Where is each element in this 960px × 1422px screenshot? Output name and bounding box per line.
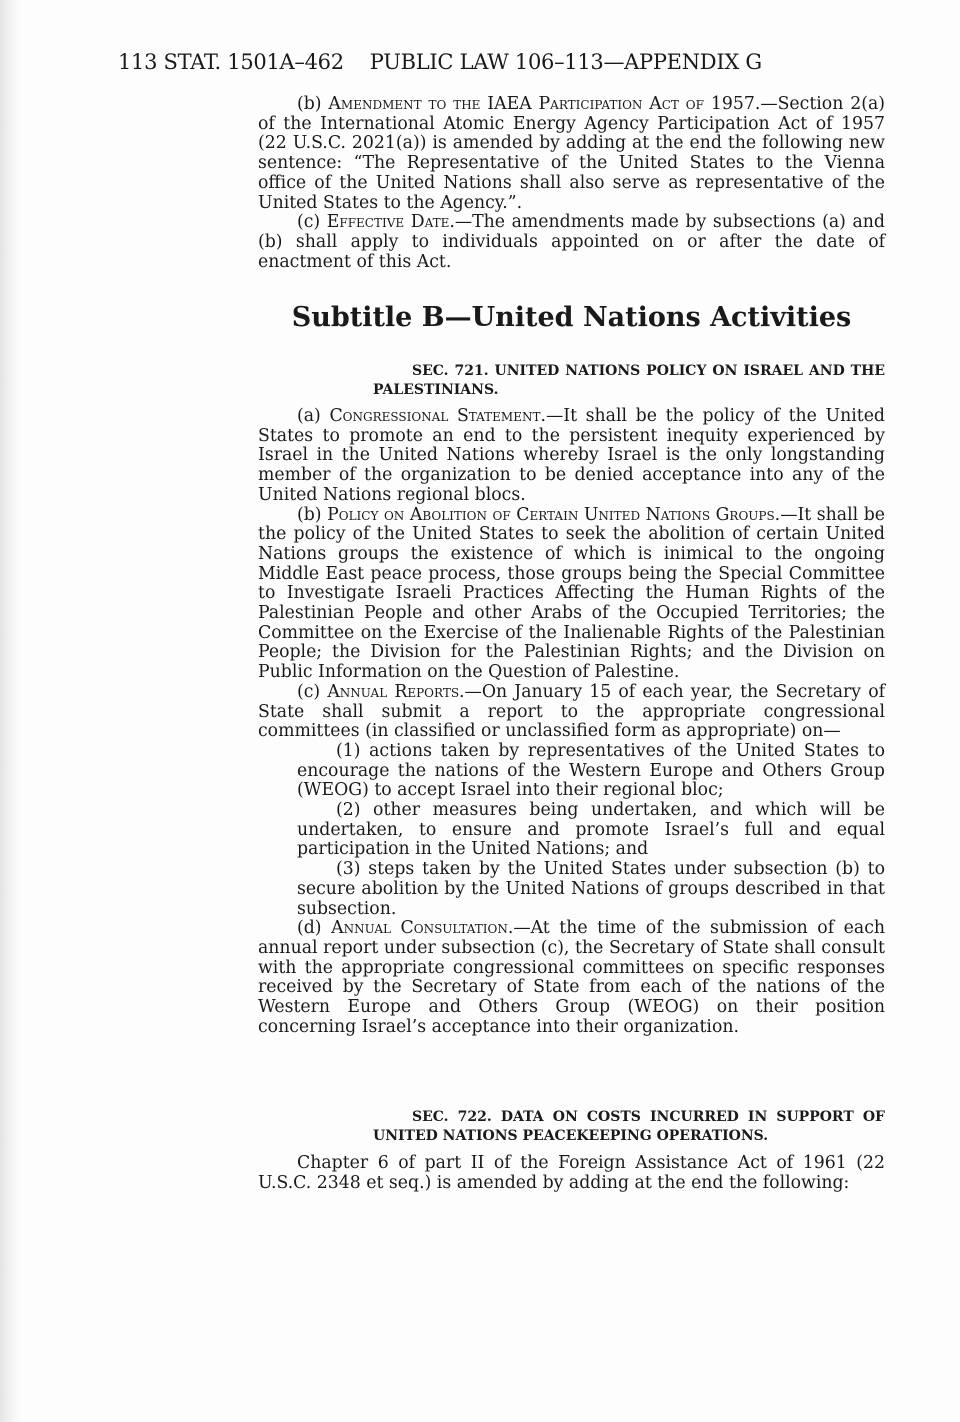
para-text: —At the time of the submission of each annual report under subsection (c), the Secretary of State shall consult with the appropriate congressional committees on specific responses received by the Secretary of State from each of the nations of the Western Europe and Others Group (WEOG) on their position concerning Israel’s acceptance into their organization. bbox=[258, 918, 885, 1037]
section-heading: SEC. 721. UNITED NATIONS POLICY ON ISRAEL AND THE PALESTINIANS. bbox=[373, 363, 885, 398]
para-label: (c) bbox=[297, 681, 328, 702]
para-heading: Policy on Abolition of Certain United Nations Groups. bbox=[327, 504, 781, 525]
header-title: PUBLIC LAW 106–113—APPENDIX G bbox=[369, 50, 762, 74]
section-722 bbox=[258, 1108, 885, 1193]
item-list bbox=[258, 742, 885, 919]
para-heading: Amendment to the IAEA Participation Act of 1957. bbox=[328, 94, 761, 114]
stat-citation: 113 STAT. 1501A–462 bbox=[118, 50, 344, 74]
section-text: Chapter 6 of part II of the Foreign Assistance Act of 1961 (22 U.S.C. 2348 et seq.) is amended by adding at the end the following: bbox=[258, 1153, 885, 1193]
section-721 bbox=[258, 362, 885, 1038]
page-header bbox=[118, 50, 788, 74]
para-label: (b) bbox=[297, 504, 328, 525]
paragraph-a bbox=[258, 407, 885, 506]
list-item: (3) steps taken by the United States under subsection (b) to secure abolition by the United Nations of groups described in that subsection. bbox=[297, 859, 885, 919]
para-label: (d) bbox=[297, 918, 332, 939]
top-section bbox=[258, 95, 885, 272]
para-heading: Congressional Statement. bbox=[329, 406, 546, 426]
paragraph-c bbox=[258, 213, 885, 272]
scan-edge bbox=[0, 0, 22, 1422]
paragraph-c bbox=[258, 683, 885, 742]
para-heading: Annual Reports. bbox=[327, 681, 465, 702]
para-text: —Section 2(a) of the International Atomic Energy Agency Participation Act of 1957 (22 U.S.C. 2021(a)) is amended by adding at the end the following new sentence: “The Representative of the United States to the Vienna office of the United Nations shall also serve as representative of the United States to the Agency.”. bbox=[258, 94, 885, 213]
paragraph-b bbox=[258, 506, 885, 683]
section-heading: SEC. 722. DATA ON COSTS INCURRED IN SUPPORT OF UNITED NATIONS PEACEKEEPING OPERATIONS. bbox=[373, 1109, 885, 1144]
para-label: (a) bbox=[297, 406, 330, 426]
list-item: (2) other measures being undertaken, and which will be undertaken, to ensure and promote Israel’s full and equal participation in the United Nations; and bbox=[297, 800, 885, 860]
paragraph-b bbox=[258, 95, 885, 213]
para-label: (c) bbox=[297, 212, 327, 233]
subtitle-heading: Subtitle B—United Nations Activities bbox=[291, 302, 852, 333]
para-text: —It shall be the policy of the United States to seek the abolition of certain United Nations groups the existence of which is inimical to the ongoing Middle East peace process, those groups being the Special Committee to Investigate Israeli Practices Affecting the Human Rights of the Palestinian People and other Arabs of the Occupied Territories; the Committee on the Exercise of the Inalienable Rights of the Palestinian People; the Division for the Palestinian Rights; and the Division on Public Information on the Question of Palestine. bbox=[258, 504, 885, 683]
paragraph-d bbox=[258, 919, 885, 1037]
para-text: —The amendments made by subsections (a) and (b) shall apply to individuals appointed on or after the date of enactment of this Act. bbox=[258, 212, 885, 272]
para-text: —On January 15 of each year, the Secretary of State shall submit a report to the appropriate congressional committees (in classified or unclassified form as appropriate) on— bbox=[258, 681, 885, 742]
para-heading: Effective Date. bbox=[326, 212, 455, 233]
para-label: (b) bbox=[297, 94, 329, 114]
list-item: (1) actions taken by representatives of the United States to encourage the nations of the Western Europe and Others Group (WEOG) to accept Israel into their regional bloc; bbox=[297, 740, 885, 801]
para-text: —It shall be the policy of the United States to promote an end to the persistent inequity experienced by Israel in the United Nations whereby Israel is the only longstanding member of the organization to be denied acceptance into any of the United Nations regional blocs. bbox=[258, 406, 885, 505]
para-heading: Annual Consultation. bbox=[331, 918, 514, 939]
